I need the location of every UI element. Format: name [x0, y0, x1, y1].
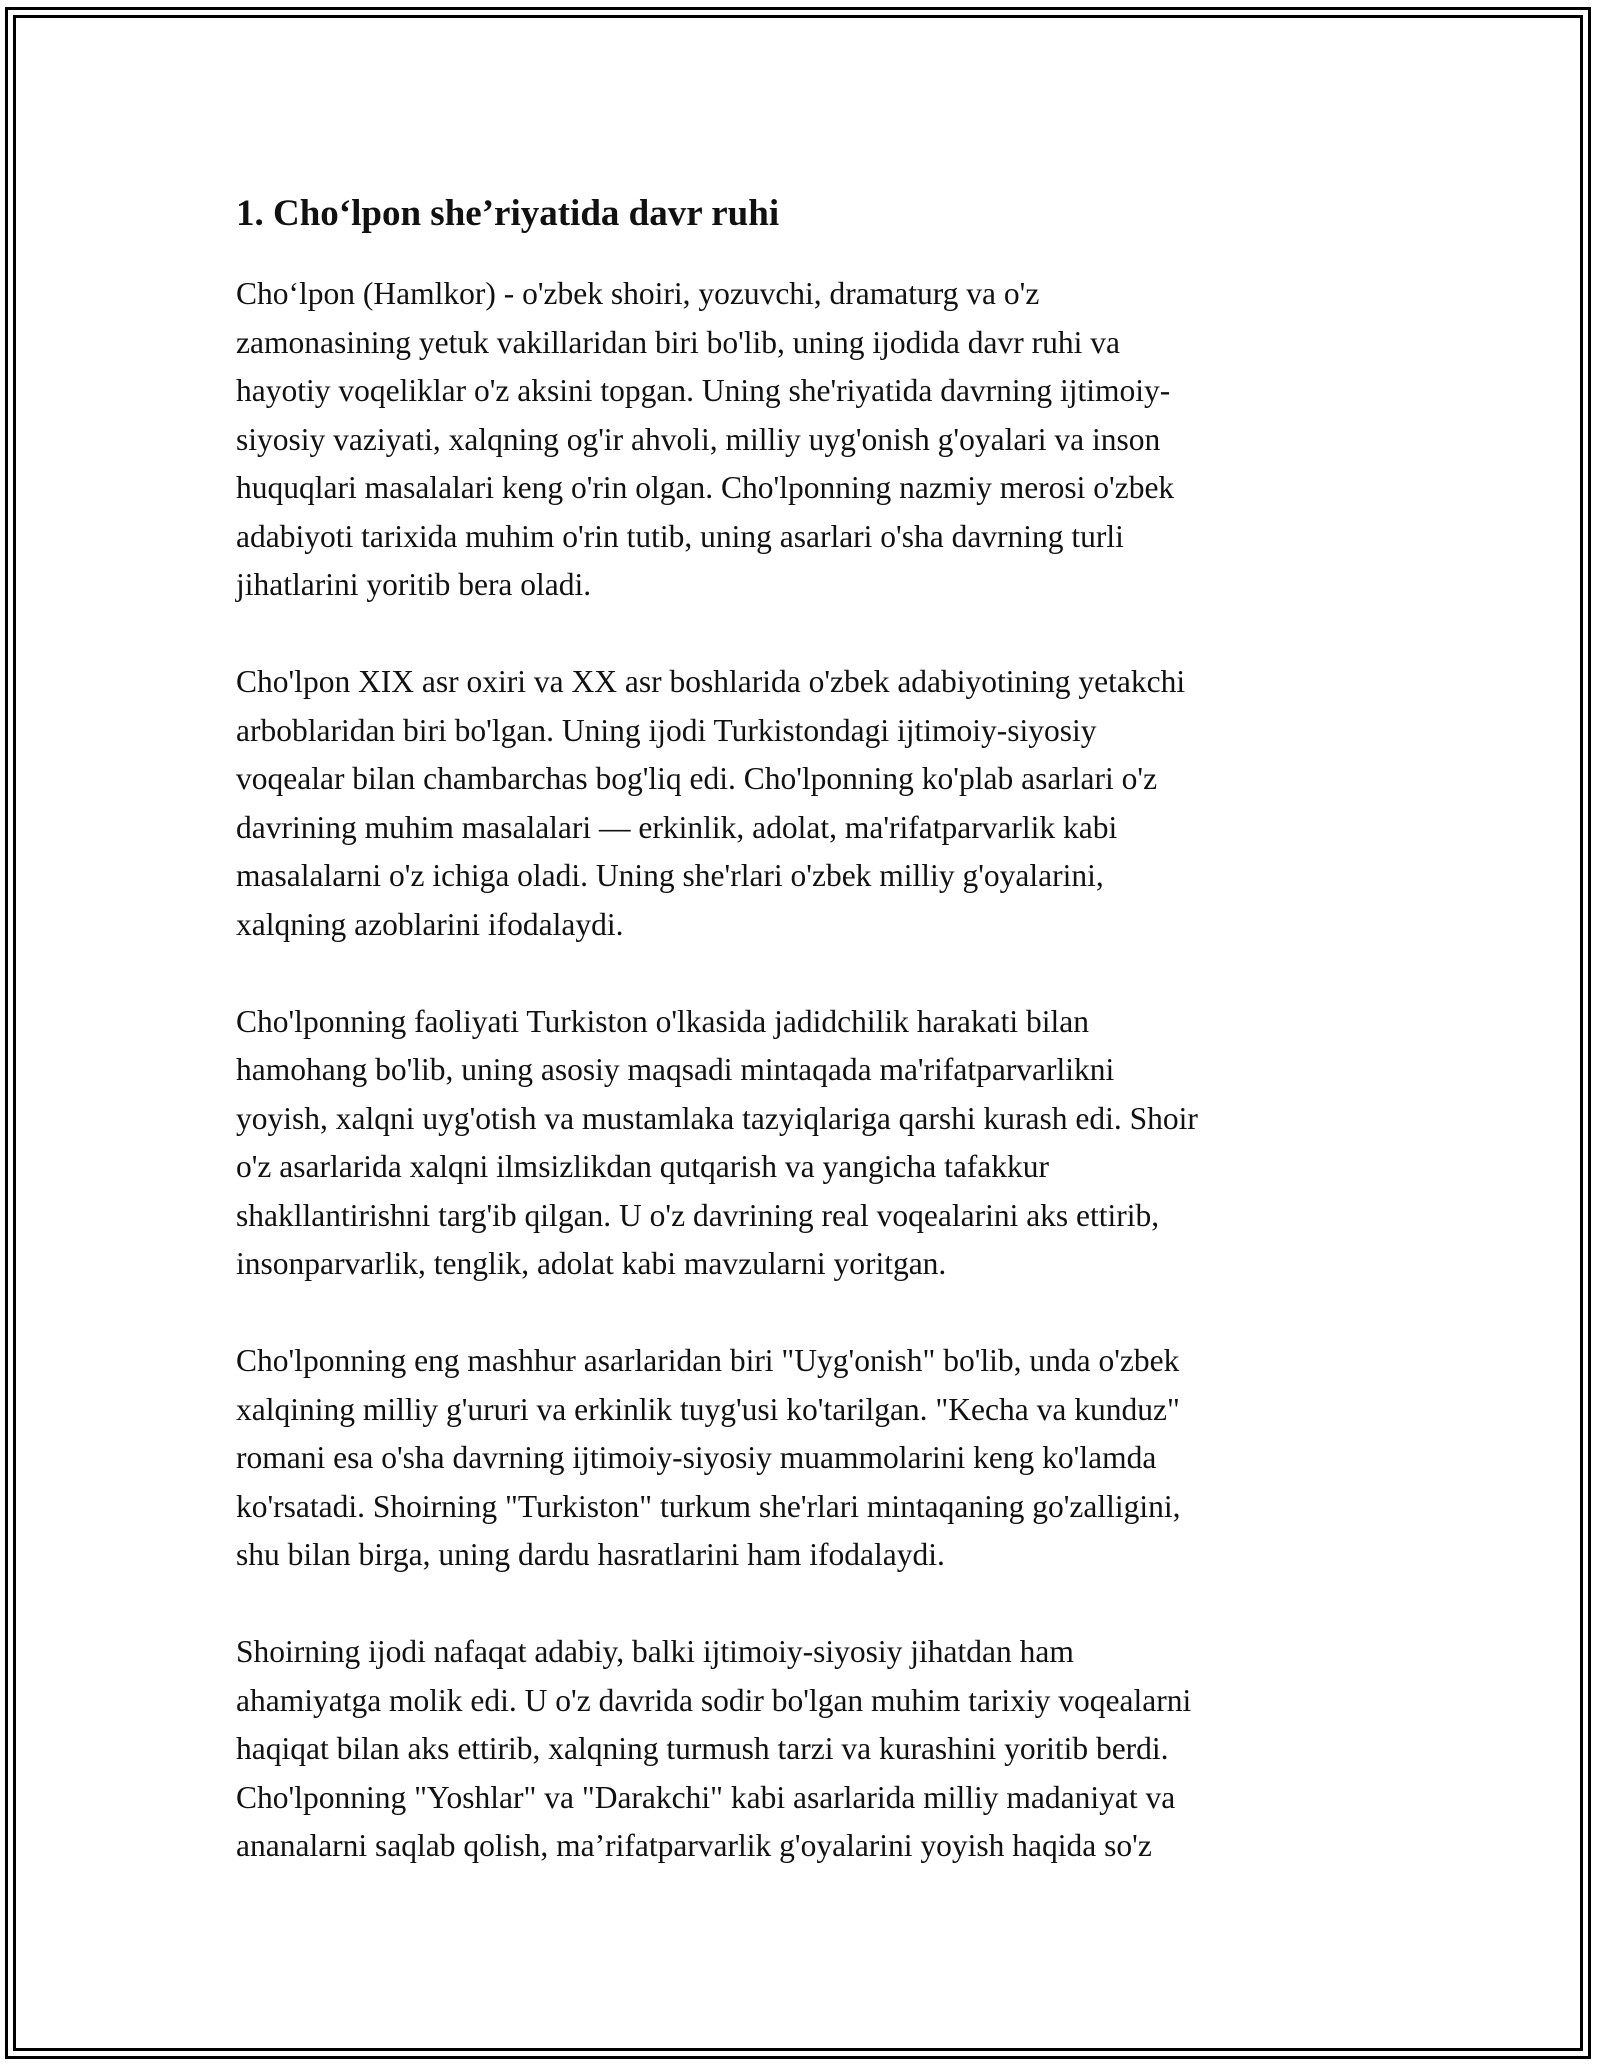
text-line: huquqlari masalalari keng o'rin olgan. Cho'lponning nazmiy merosi o'zbek [236, 470, 1175, 505]
text-line: hayotiy voqeliklar o'z aksini topgan. Uning she'riyatida davrning ijtimoiy- [236, 373, 1171, 408]
text-line: insonparvarlik, tenglik, adolat kabi mavzularni yoritgan. [236, 1246, 947, 1281]
text-line: jihatlarini yoritib bera oladi. [236, 567, 592, 602]
paragraph-5 [236, 1628, 1366, 1871]
text-line: hamohang bo'lib, uning asosiy maqsadi mintaqada ma'rifatparvarlikni [236, 1052, 1115, 1087]
text-line: Cho'lponning "Yoshlar" va "Darakchi" kabi asarlarida milliy madaniyat va [236, 1779, 1176, 1815]
document-body [236, 184, 1366, 1919]
text-line: masalalarni o'z ichiga oladi. Uning she'rlari o'zbek milliy g'oyalarini, [236, 858, 1104, 893]
text-line: shu bilan birga, uning dardu hasratlarini ham ifodalaydi. [236, 1537, 945, 1572]
paragraph-4 [236, 1337, 1366, 1580]
text-line: arboblaridan biri bo'lgan. Uning ijodi Turkistondagi ijtimoiy-siyosiy [236, 712, 1097, 748]
text-line: Cho'lponning faoliyati Turkiston o'lkasida jadidchilik harakati bilan [236, 1003, 1090, 1039]
text-line: ananalarni saqlab qolish, ma’rifatparvarlik g'oyalarini yoyish haqida so'z [236, 1828, 1152, 1863]
paragraph-2 [236, 658, 1366, 949]
text-line: ko'rsatadi. Shoirning "Turkiston" turkum she'rlari mintaqaning go'zalligini, [236, 1488, 1181, 1524]
text-line: romani esa o'sha davrning ijtimoiy-siyosiy muammolarini keng ko'lamda [236, 1440, 1157, 1475]
text-line: shakllantirishni targ'ib qilgan. U o'z davrining real voqealarini aks ettirib, [236, 1197, 1160, 1233]
text-line: Cho‘lpon (Hamlkor) - o'zbek shoiri, yozuvchi, dramaturg va o'z [236, 276, 1040, 311]
text-line: zamonasining yetuk vakillaridan biri bo'lib, uning ijodida davr ruhi va [236, 324, 1120, 360]
text-line: Shoirning ijodi nafaqat adabiy, balki ijtimoiy-siyosiy jihatdan ham [236, 1634, 1074, 1669]
text-line: Cho'lponning eng mashhur asarlaridan biri "Uyg'onish" bo'lib, unda o'zbek [236, 1343, 1180, 1378]
text-line: voqealar bilan chambarchas bog'liq edi. Cho'lponning ko'plab asarlari o'z [236, 761, 1158, 796]
paragraph-3 [236, 998, 1366, 1289]
text-line: o'z asarlarida xalqni ilmsizlikdan qutqarish va yangicha tafakkur [236, 1149, 1050, 1184]
text-line: xalqining milliy g'ururi va erkinlik tuyg'usi ko'tarilgan. "Kecha va kunduz" [236, 1391, 1180, 1427]
text-line: adabiyoti tarixida muhim o'rin tutib, uning asarlari o'sha davrning turli [236, 518, 1124, 554]
paragraph-1 [236, 270, 1366, 610]
text-line: xalqning azoblarini ifodalaydi. [236, 906, 624, 942]
text-line: Cho'lpon XIX asr oxiri va XX asr boshlarida o'zbek adabiyotining yetakchi [236, 664, 1186, 699]
text-line: davrining muhim masalalari — erkinlik, adolat, ma'rifatparvarlik kabi [236, 809, 1118, 845]
text-line: yoyish, xalqni uyg'otish va mustamlaka tazyiqlariga qarshi kurash edi. Shoir [236, 1100, 1198, 1136]
text-line: haqiqat bilan aks ettirib, xalqning turmush tarzi va kurashini yoritib berdi. [236, 1731, 1169, 1766]
section-heading: 1. Cho‘lpon she’riyatida davr ruhi [236, 193, 780, 234]
text-line: ahamiyatga molik edi. U o'z davrida sodir bo'lgan muhim tarixiy voqealarni [236, 1682, 1192, 1718]
text-line: siyosiy vaziyati, xalqning og'ir ahvoli, milliy uyg'onish g'oyalari va inson [236, 421, 1161, 457]
